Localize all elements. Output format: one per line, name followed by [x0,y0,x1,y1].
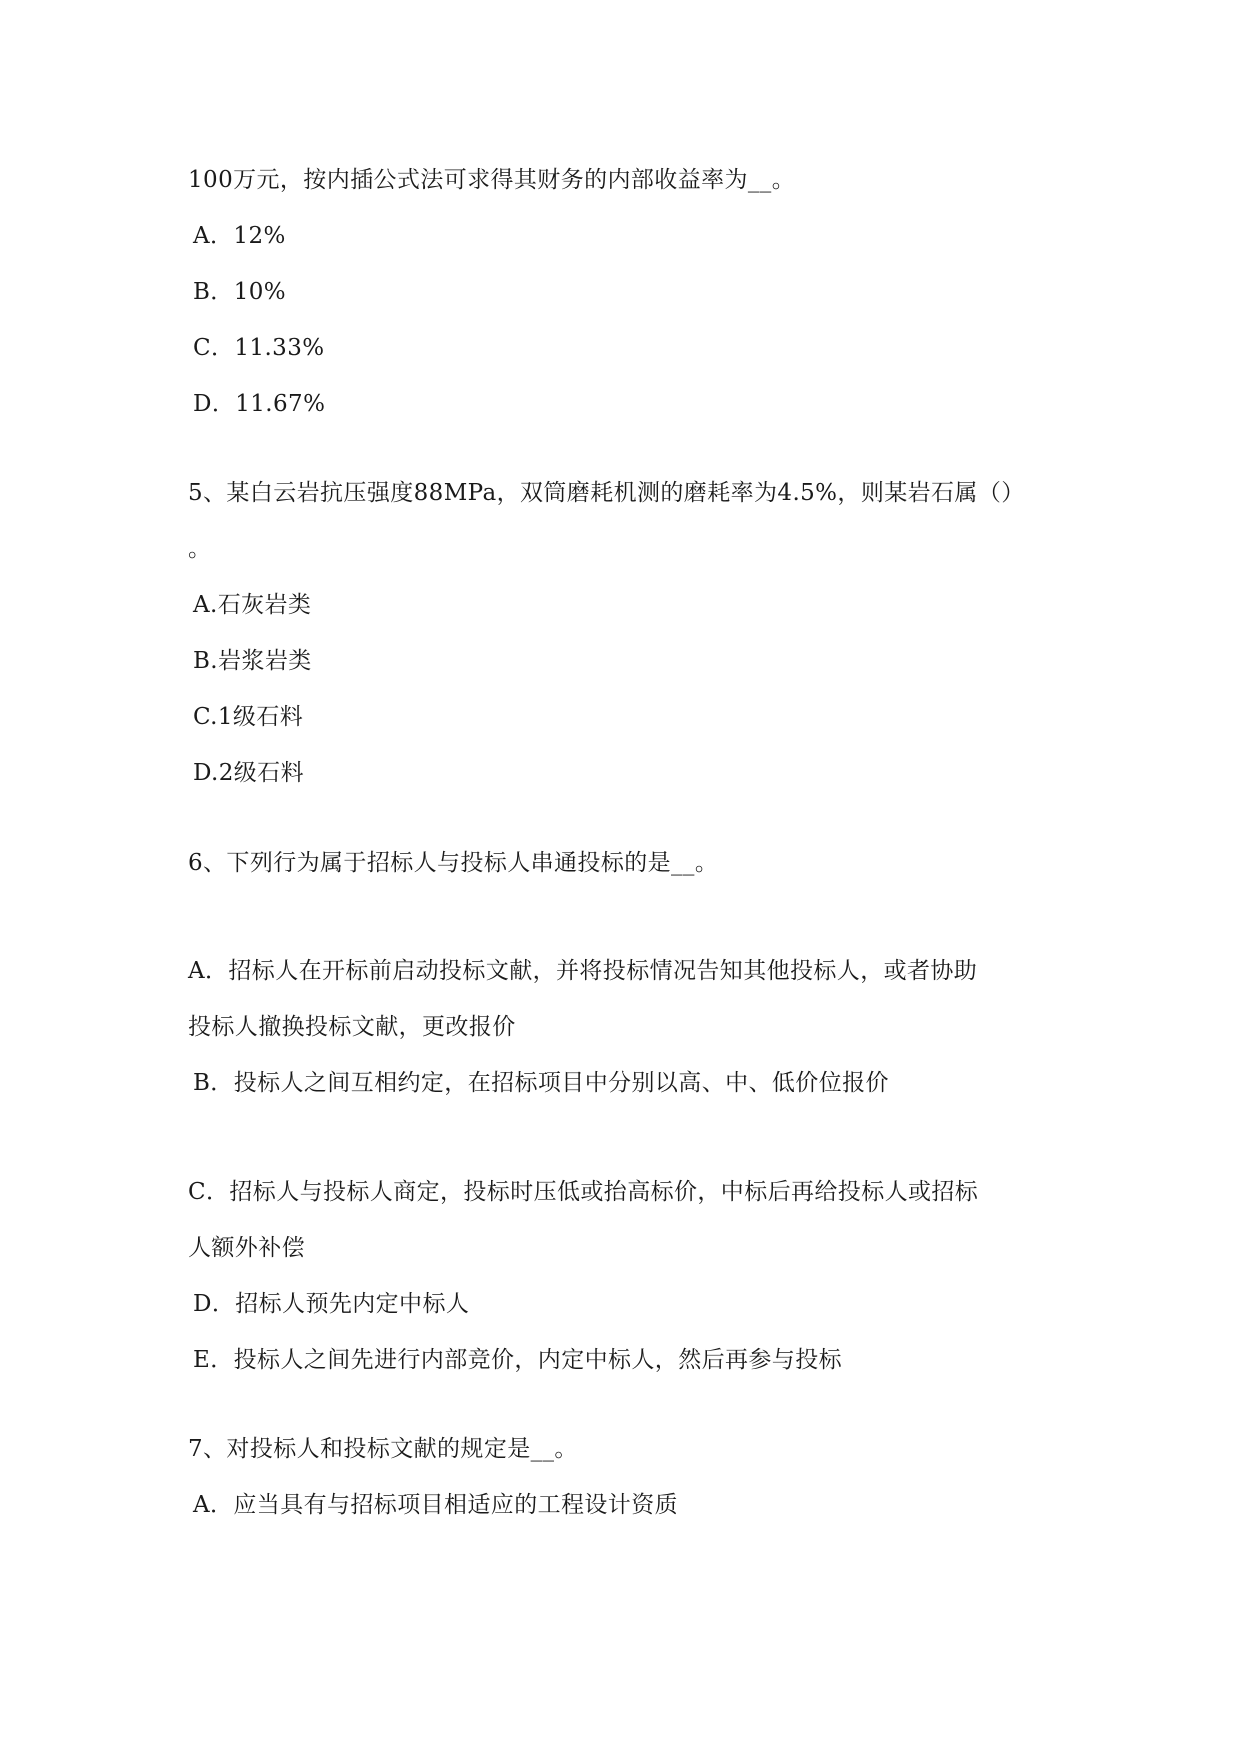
q6-option-c-line2: 人额外补偿 [188,1235,305,1261]
q5-option-b: B.岩浆岩类 [193,648,312,674]
q7-option-a: A．应当具有与招标项目相适应的工程设计资质 [193,1492,679,1518]
q4-option-d: D．11.67% [193,391,326,417]
q4-option-b: B．10% [193,279,287,305]
q5-option-a: A.石灰岩类 [193,592,312,618]
q4-stem-tail: 100万元，按内插公式法可求得其财务的内部收益率为__。 [188,167,796,193]
q5-stem-tail: 。 [188,536,212,562]
q7-stem: 7、对投标人和投标文献的规定是__。 [188,1436,578,1462]
q4-option-a: A．12% [193,223,286,249]
q6-option-d: D．招标人预先内定中标人 [193,1291,470,1317]
q5-option-c: C.1级石料 [193,704,304,730]
q6-option-a-line2: 投标人撤换投标文献，更改报价 [188,1014,516,1040]
q6-option-b: B．投标人之间互相约定，在招标项目中分别以高、中、低价位报价 [193,1070,889,1096]
q5-stem: 5、某白云岩抗压强度88MPa，双筒磨耗机测的磨耗率为4.5%，则某岩石属（） [188,480,1025,506]
q5-option-d: D.2级石料 [193,760,304,786]
q6-stem: 6、下列行为属于招标人与投标人串通投标的是__。 [188,850,719,876]
q6-option-c-line1: C．招标人与投标人商定，投标时压低或抬高标价，中标后再给投标人或招标 [188,1179,979,1205]
q4-option-c: C．11.33% [193,335,325,361]
q6-option-e: E．投标人之间先进行内部竞价，内定中标人，然后再参与投标 [193,1347,842,1373]
q6-option-a-line1: A．招标人在开标前启动投标文献，并将投标情况告知其他投标人，或者协助 [188,958,978,984]
